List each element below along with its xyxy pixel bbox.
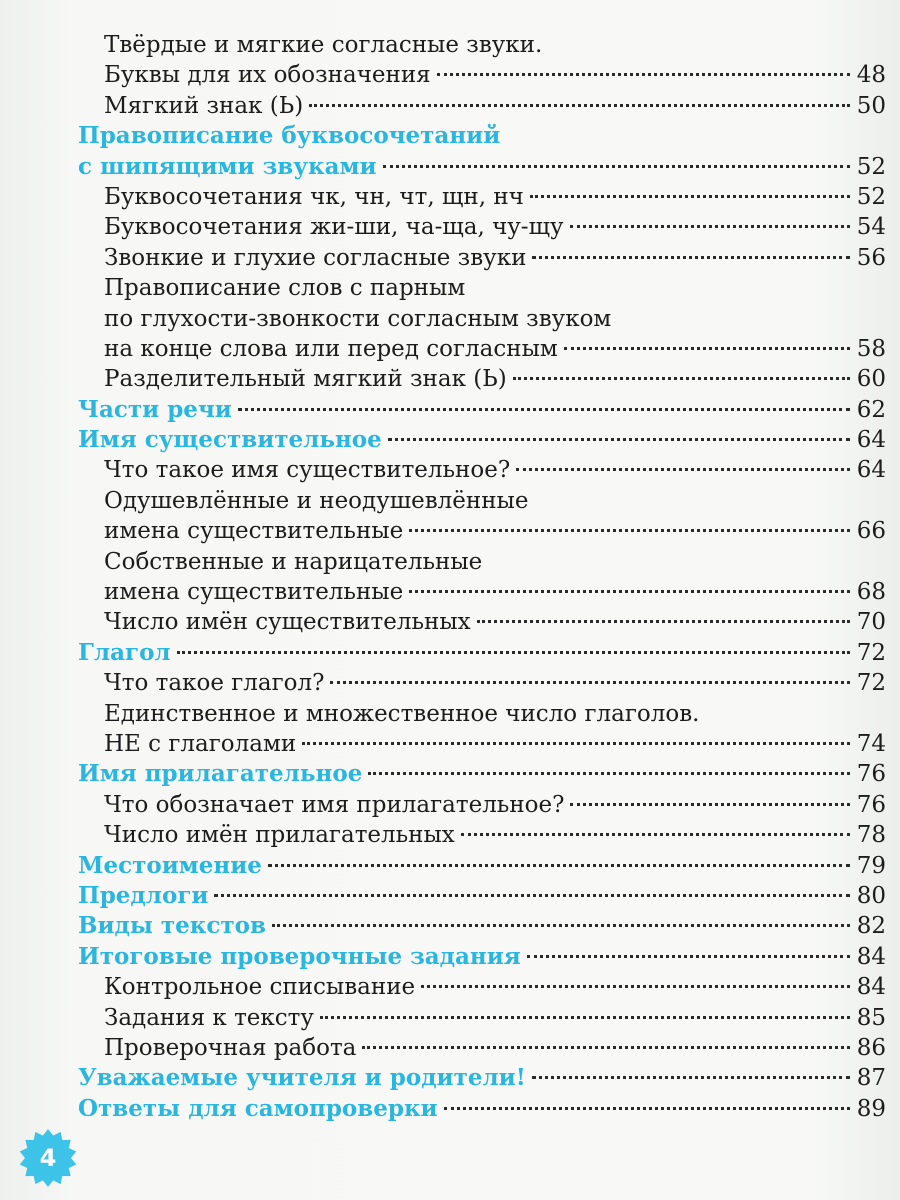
toc-heading [78,121,886,151]
toc-entry [78,486,886,516]
toc-entry-text: Задания к тексту [104,1004,314,1031]
toc-entry-text: имена существительные [104,518,404,545]
toc-entry [78,729,886,759]
toc-page-number: 52 [856,183,886,210]
dot-leader [362,1046,850,1049]
table-of-contents [78,30,886,1124]
toc-entry-text: по глухости-звонкости согласным звуком [104,305,612,332]
toc-entry [78,91,886,121]
toc-entry-text: Единственное и множественное число глаголов. [104,700,700,727]
toc-page-number: 82 [856,913,886,940]
toc-entry [78,820,886,850]
toc-entry [78,60,886,90]
toc-entry [78,699,886,729]
toc-heading [78,759,886,789]
toc-page-number: 66 [856,518,886,545]
dot-leader [437,73,850,76]
toc-entry-text: Имя существительное [78,426,382,454]
toc-entry-text: Глагол [78,638,171,666]
toc-heading [78,1063,886,1093]
dot-leader [214,894,850,897]
toc-page-number: 89 [856,1095,886,1122]
toc-page-number: 84 [856,943,886,970]
toc-entry [78,547,886,577]
toc-page-number: 64 [856,457,886,484]
toc-entry-text: Число имён прилагательных [104,822,455,849]
toc-page-number: 52 [856,153,886,180]
dot-leader [532,256,850,259]
dot-leader [272,924,850,927]
toc-entry-text: Предлоги [78,881,209,909]
toc-entry [78,577,886,607]
toc-entry-text: Мягкий знак (Ь) [104,92,304,119]
toc-entry-text: Что обозначает имя прилагательное? [104,791,565,818]
dot-leader [532,1076,850,1079]
toc-entry-text: на конце слова или перед согласным [104,335,558,362]
toc-page-number: 60 [856,366,886,393]
toc-entry-text: Имя прилагательное [78,760,363,788]
dot-leader [309,104,850,107]
toc-page-number: 80 [856,882,886,909]
toc-entry [78,516,886,546]
toc-heading [78,152,886,182]
toc-entry [78,334,886,364]
dot-leader [409,529,850,532]
toc-page-number: 87 [856,1065,886,1092]
dot-leader [570,225,851,228]
toc-entry [78,607,886,637]
toc-entry-text: Части речи [78,395,232,423]
toc-entry-text: Твёрдые и мягкие согласные звуки. [104,32,543,58]
toc-page-number: 50 [856,92,886,119]
toc-page-number: 68 [856,579,886,606]
toc-entry-text: Ответы для самопроверки [78,1094,438,1122]
toc-entry-text: Проверочная работа [104,1034,357,1061]
toc-entry-text: Виды текстов [78,912,266,940]
toc-entry-text: Правописание буквосочетаний [78,122,501,150]
toc-heading [78,1094,886,1124]
dot-leader [477,620,850,623]
toc-entry [78,182,886,212]
toc-heading [78,881,886,911]
page-number-badge [18,1128,78,1188]
toc-page-number: 79 [856,852,886,879]
toc-page-number: 54 [856,214,886,241]
toc-page-number: 74 [856,730,886,757]
toc-entry [78,304,886,334]
toc-entry [78,212,886,242]
toc-page-number: 70 [856,609,886,636]
toc-page-number: 56 [856,244,886,271]
toc-entry-text: Буквосочетания чк, чн, чт, щн, нч [104,183,524,210]
toc-entry-text: Собственные и нарицательные [104,548,483,575]
dot-leader [570,803,850,806]
toc-page-number: 62 [856,396,886,423]
toc-entry-text: НЕ с глаголами [104,730,297,757]
toc-page-number: 78 [856,822,886,849]
toc-entry-text: Контрольное списывание [104,974,416,1001]
toc-entry-text: Буквы для их обозначения [104,62,431,89]
toc-entry-text: Правописание слов с парным [104,275,466,302]
dot-leader [527,955,850,958]
toc-entry [78,1003,886,1033]
dot-leader [461,833,850,836]
toc-entry-text: Местоимение [78,851,262,879]
toc-heading [78,911,886,941]
toc-page-number: 72 [856,639,886,666]
toc-page-number: 76 [856,761,886,788]
dot-leader [330,681,850,684]
toc-entry-text: Итоговые проверочные задания [78,942,521,970]
dot-leader [516,468,850,471]
toc-entry-text: Число имён существительных [104,609,471,636]
toc-heading [78,942,886,972]
dot-leader [530,195,850,198]
dot-leader [564,347,850,350]
toc-heading [78,395,886,425]
toc-entry [78,243,886,273]
toc-entry [78,273,886,303]
dot-leader [421,985,850,988]
toc-page-number: 72 [856,670,886,697]
toc-heading [78,638,886,668]
toc-page-number: 48 [856,62,886,89]
dot-leader [177,651,850,654]
page-number: 4 [39,1144,57,1172]
toc-heading [78,425,886,455]
dot-leader [383,165,850,168]
toc-entry-text: Звонкие и глухие согласные звуки [104,244,527,271]
toc-entry [78,1033,886,1063]
toc-entry-text: с шипящими звуками [78,152,377,180]
toc-page-number: 86 [856,1034,886,1061]
toc-heading [78,851,886,881]
toc-entry-text: Что такое имя существительное? [104,457,511,484]
dot-leader [409,590,850,593]
toc-page-number: 76 [856,791,886,818]
toc-entry-text: Уважаемые учителя и родители! [78,1064,526,1092]
toc-entry-text: Одушевлённые и неодушевлённые [104,487,529,514]
toc-page-number: 84 [856,974,886,1001]
dot-leader [268,864,850,867]
dot-leader [444,1107,850,1110]
toc-entry-text: Разделительный мягкий знак (Ь) [104,366,507,393]
dot-leader [320,1016,850,1019]
toc-entry [78,30,886,60]
toc-entry [78,790,886,820]
toc-entry [78,364,886,394]
dot-leader [302,742,850,745]
toc-entry-text: Что такое глагол? [104,670,325,697]
dot-leader [513,377,850,380]
toc-entry-text: имена существительные [104,579,404,606]
dot-leader [368,772,850,775]
toc-entry [78,455,886,485]
toc-entry [78,668,886,698]
dot-leader [388,438,850,441]
toc-page-number: 85 [856,1004,886,1031]
toc-page-number: 58 [856,335,886,362]
toc-entry [78,972,886,1002]
toc-page-number: 64 [856,427,886,454]
dot-leader [238,408,850,411]
toc-entry-text: Буквосочетания жи-ши, ча-ща, чу-щу [104,214,564,241]
